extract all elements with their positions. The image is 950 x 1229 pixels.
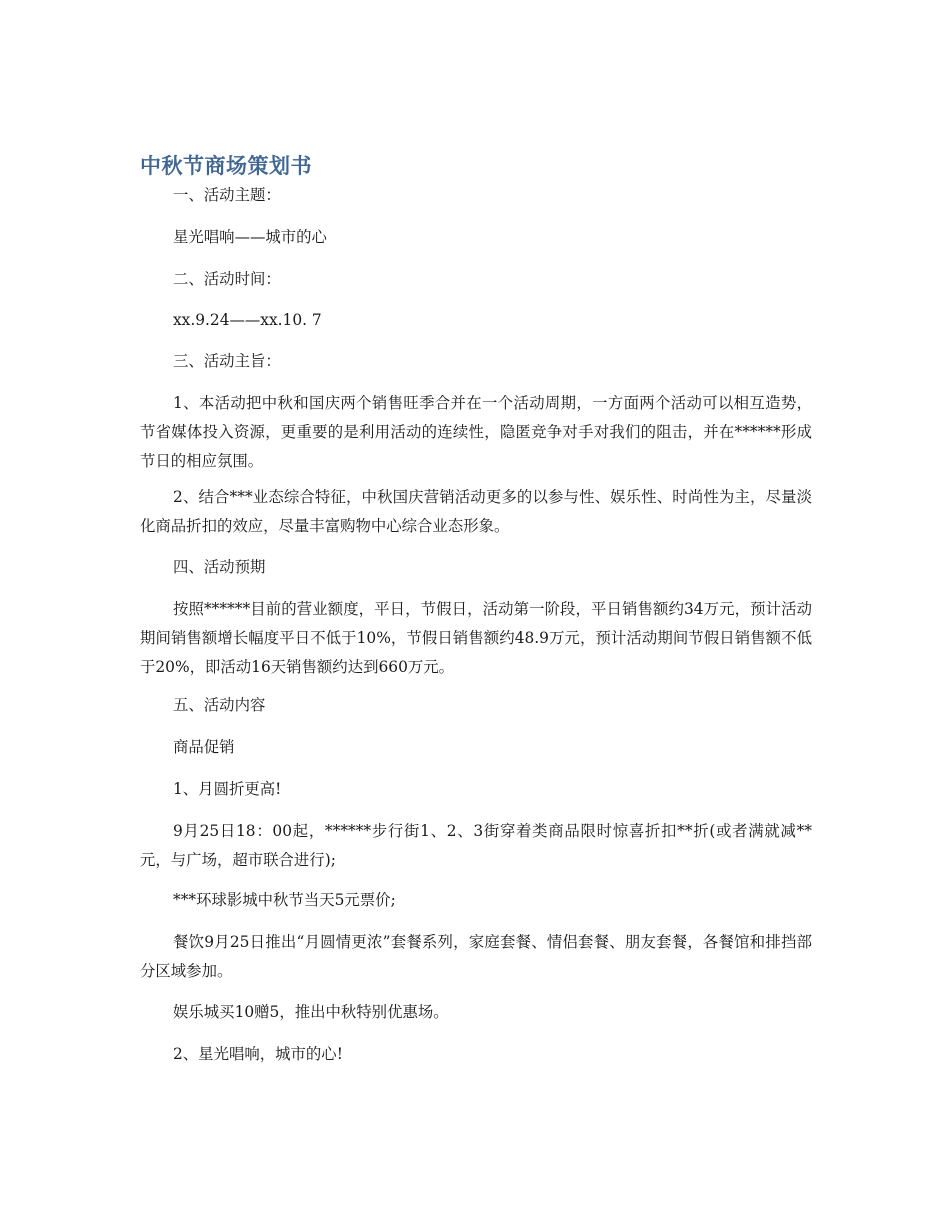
document-title: 中秋节商场策划书 bbox=[140, 154, 312, 178]
paragraph: xx.9.24——xx.10. 7 bbox=[173, 311, 322, 329]
section-heading-time: 二、活动时间： bbox=[173, 270, 281, 288]
paragraph: 按照******目前的营业额度，平日，节假日，活动第一阶段，平日销售额约34万元，预计活动期间销售额增长幅度平日不低于10%，节假日销售额约48.9万元，预计活动期间节假日销售额不低于20%，即活动16天销售额约达到660万元。 bbox=[140, 600, 812, 676]
paragraph: 1、月圆折更高! bbox=[173, 780, 282, 798]
paragraph: 娱乐城买10赠5，推出中秋特别优惠场。 bbox=[173, 1003, 449, 1021]
paragraph: 2、星光唱响，城市的心! bbox=[173, 1045, 343, 1063]
paragraph: 1、本活动把中秋和国庆两个销售旺季合并在一个活动周期，一方面两个活动可以相互造势，节省媒体投入资源，更重要的是利用活动的连续性，隐匿竞争对手对我们的阻击，并在******形成节日的相应氛围。 bbox=[140, 394, 812, 470]
paragraph: 餐饮9月25日推出“月圆情更浓”套餐系列，家庭套餐、情侣套餐、朋友套餐，各餐馆和排挡部分区域参加。 bbox=[140, 933, 812, 980]
section-heading-content: 五、活动内容 bbox=[173, 696, 266, 714]
section-heading-theme: 一、活动主题： bbox=[173, 186, 281, 204]
paragraph: ***环球影城中秋节当天5元票价; bbox=[173, 891, 396, 909]
section-heading-expectation: 四、活动预期 bbox=[173, 558, 266, 576]
paragraph: 商品促销 bbox=[173, 738, 235, 756]
section-heading-purpose: 三、活动主旨： bbox=[173, 352, 281, 370]
paragraph: 2、结合***业态综合特征，中秋国庆营销活动更多的以参与性、娱乐性、时尚性为主，尽量淡化商品折扣的效应，尽量丰富购物中心综合业态形象。 bbox=[140, 488, 812, 535]
paragraph: 9月25日18：00起，******步行街1、2、3街穿着类商品限时惊喜折扣**折(或者满就减**元，与广场，超市联合进行); bbox=[140, 822, 812, 869]
paragraph: 星光唱响——城市的心 bbox=[173, 228, 327, 246]
